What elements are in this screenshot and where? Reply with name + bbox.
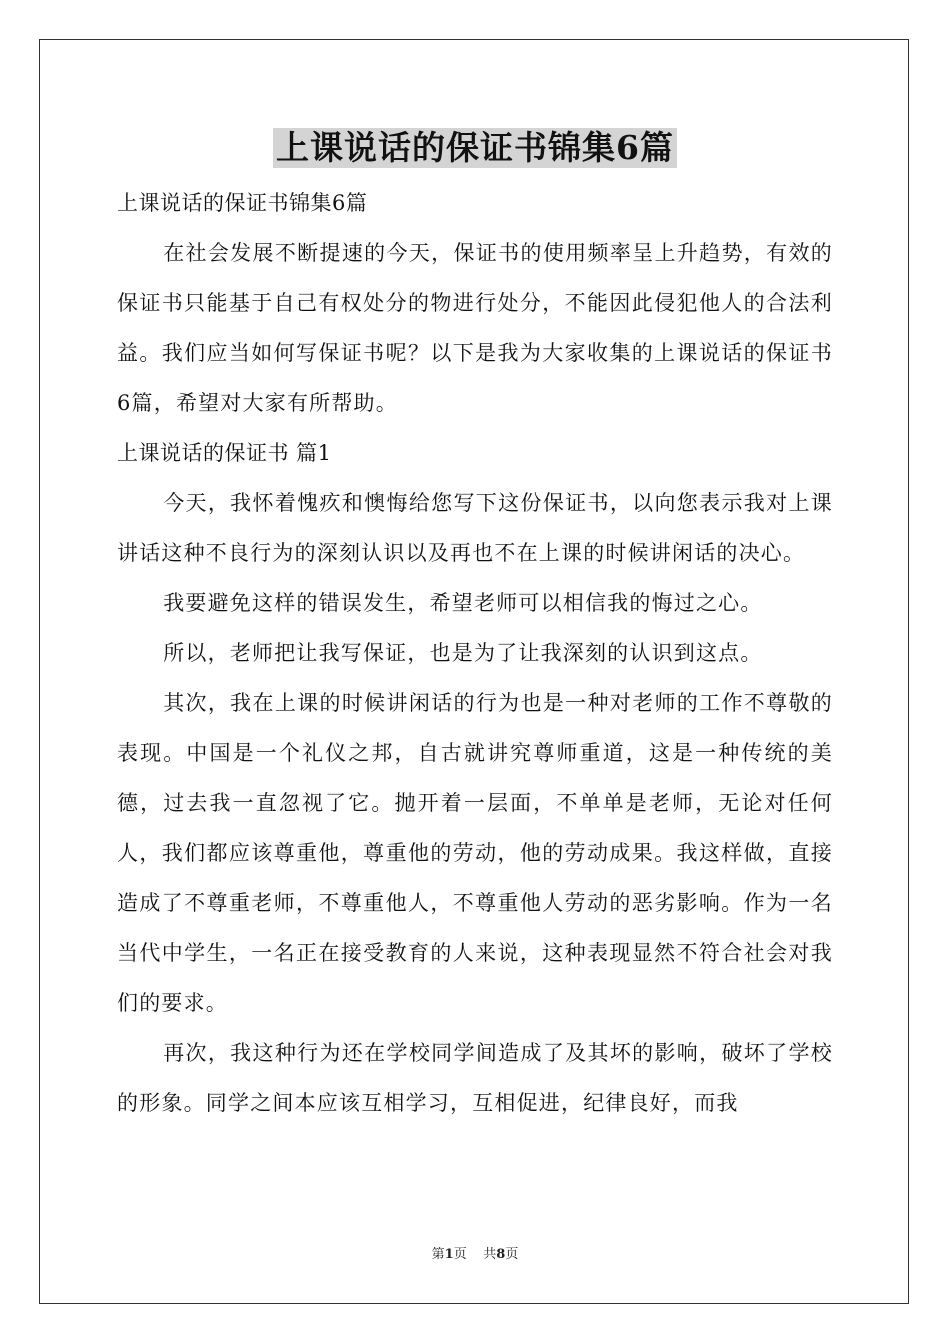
page-total-label: 共8页: [483, 1247, 519, 1262]
body-paragraph: 其次，我在上课的时候讲闲话的行为也是一种对老师的工作不尊敬的表现。中国是一个礼仪之邦，自古就讲究尊师重道，这是一种传统的美德，过去我一直忽视了它。抛开着一层面，不单单是老师，无论对任何人，我们都应该尊重他，尊重他的劳动，他的劳动成果。我这样做，直接造成了不尊重老师，不尊重他人，不尊重他人劳动的恶劣影响。作为一名当代中学生，一名正在接受教育的人来说，这种表现显然不符合社会对我们的要求。: [117, 691, 833, 1015]
document-title: 上课说话的保证书锦集6篇: [273, 128, 677, 168]
section-heading: 上课说话的保证书锦集6篇: [117, 191, 368, 215]
body-paragraph: 我要避免这样的错误发生，希望老师可以相信我的悔过之心。: [163, 591, 763, 615]
title-container: [0, 128, 950, 168]
body-paragraph: 今天，我怀着愧疚和懊悔给您写下这份保证书，以向您表示我对上课讲话这种不良行为的深刻认识以及再也不在上课的时候讲闲话的决心。: [117, 491, 833, 565]
body-paragraph: 在社会发展不断提速的今天，保证书的使用频率呈上升趋势，有效的保证书只能基于自己有权处分的物进行处分，不能因此侵犯他人的合法利益。我们应当如何写保证书呢？以下是我为大家收集的上课说话的保证书6篇，希望对大家有所帮助。: [117, 241, 833, 415]
page-number-label: 第1页: [431, 1247, 467, 1262]
body-paragraph: 所以，老师把让我写保证，也是为了让我深刻的认识到这点。: [163, 641, 763, 665]
body-paragraph: 再次，我这种行为还在学校同学间造成了及其坏的影响，破坏了学校的形象。同学之间本应该互相学习，互相促进，纪律良好，而我: [117, 1041, 833, 1115]
section-heading: 上课说话的保证书 篇1: [117, 441, 332, 465]
document-body: [117, 178, 833, 1128]
page-footer: [0, 1246, 950, 1264]
